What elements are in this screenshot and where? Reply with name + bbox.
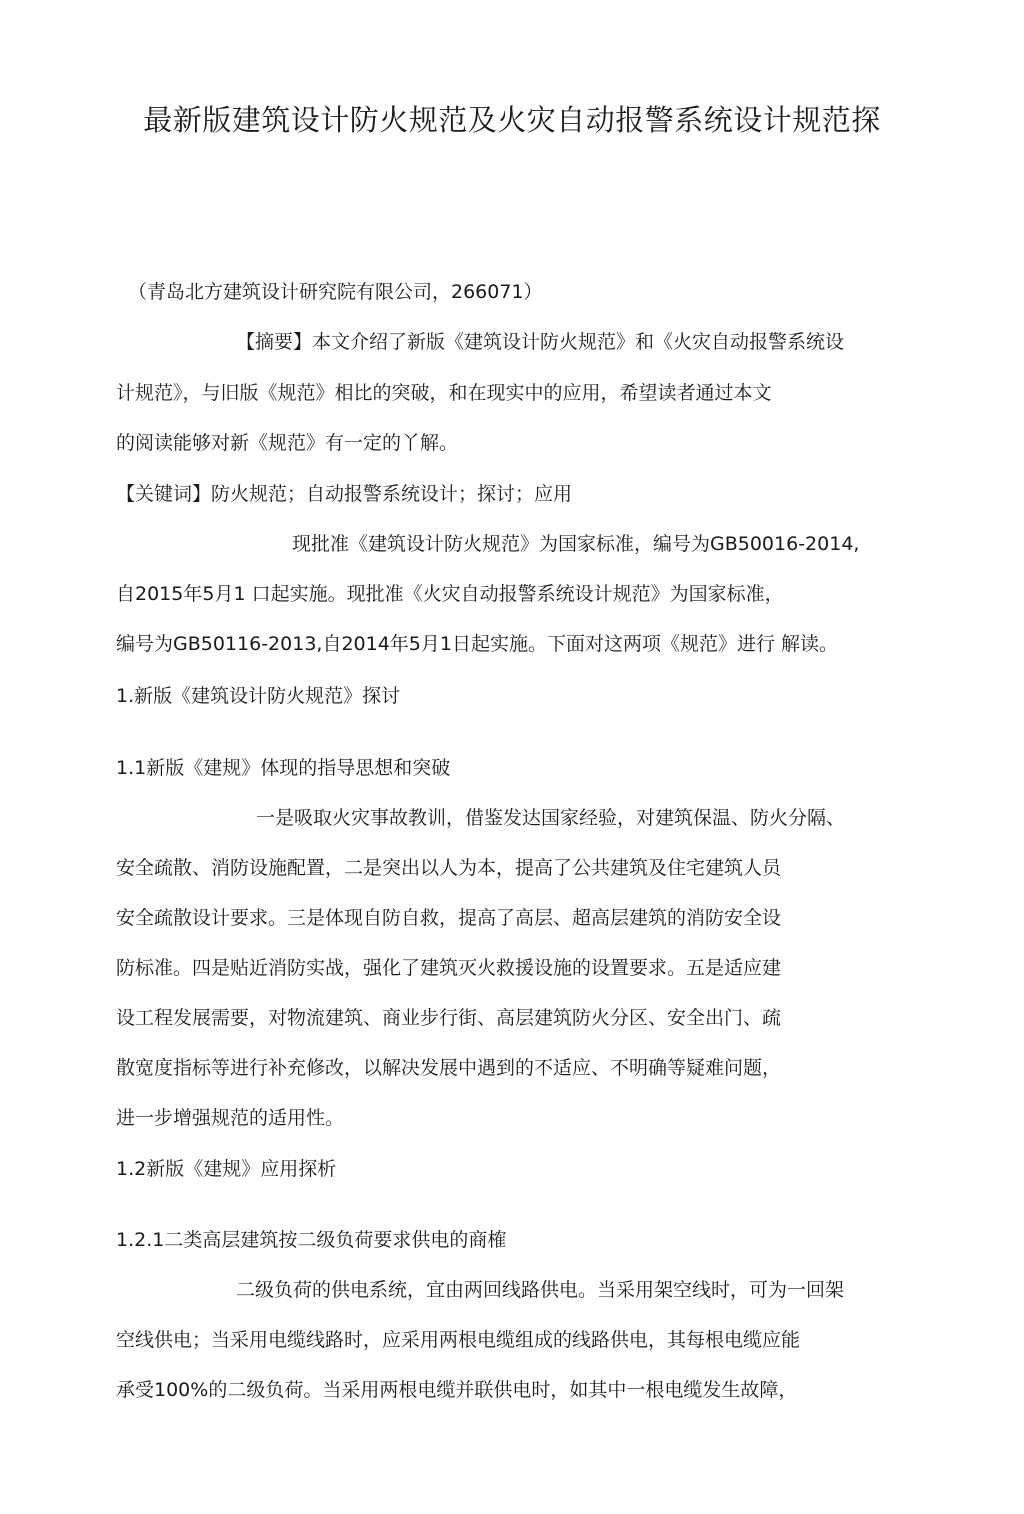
subsection-heading: 1.2新版《建规》应用探析 — [116, 1158, 337, 1180]
document-title: 最新版建筑设计防火规范及火灾自动报警系统设计规范探 — [143, 103, 881, 137]
intro-line: 现批准《建筑设计防火规范》为国家标准，编号为GB50016-2014, — [292, 533, 860, 555]
subsubsection-heading: 1.2.1二类高层建筑按二级负荷要求供电的商榷 — [116, 1229, 507, 1251]
paragraph-line: 承受100%的二级负荷。当采用两根电缆并联供电时，如其中一根电缆发生故障， — [116, 1379, 798, 1401]
abstract-line: 计规范》，与旧版《规范》相比的突破，和在现实中的应用，希望读者通过本文 — [116, 382, 772, 404]
paragraph-line: 防标准。四是贴近消防实战，强化了建筑灭火救援设施的设置要求。五是适应建 — [116, 957, 782, 979]
paragraph-line: 设工程发展需要，对物流建筑、商业步行街、高层建筑防火分区、安全出门、疏 — [116, 1007, 782, 1029]
author-affiliation: （青岛北方建筑设计研究院有限公司，266071） — [128, 281, 543, 303]
paragraph-line: 一是吸取火灾事故教训，借鉴发达国家经验，对建筑保温、防火分隔、 — [256, 807, 846, 829]
intro-line: 编号为GB50116-2013,自2014年5月1日起实施。下面对这两项《规范》进行 解读。 — [116, 633, 839, 655]
abstract-line: 的阅读能够对新《规范》有一定的丫解。 — [116, 432, 459, 454]
keywords-line: 【关键词】防火规范；自动报警系统设计；探讨；应用 — [116, 483, 573, 505]
paragraph-line: 散宽度指标等进行补充修改，以解决发展中遇到的不适应、不明确等疑难问题， — [116, 1057, 782, 1079]
section-heading: 1.新版《建筑设计防火规范》探讨 — [116, 685, 401, 707]
paragraph-line: 二级负荷的供电系统，宜由两回线路供电。当采用架空线时，可为一回架 — [236, 1279, 845, 1301]
paragraph-line: 空线供电；当采用电缆线路时，应采用两根电缆组成的线路供电，其每根电缆应能 — [116, 1329, 801, 1351]
paragraph-line: 进一步增强规范的适用性。 — [116, 1107, 345, 1129]
paragraph-line: 安全疏散设计要求。三是体现自防自救，提高了高层、超高层建筑的消防安全设 — [116, 907, 782, 929]
paragraph-line: 安全疏散、消防设施配置，二是突出以人为本，提高了公共建筑及住宅建筑人员 — [116, 857, 782, 879]
abstract-line: 【摘要】本文介绍了新版《建筑设计防火规范》和《火灾自动报警系统设 — [236, 331, 845, 353]
intro-line: 自2015年5月1 口起实施。现批准《火灾自动报警系统设计规范》为国家标准， — [116, 583, 784, 605]
subsection-heading: 1.1新版《建规》体现的指导思想和突破 — [116, 757, 451, 779]
